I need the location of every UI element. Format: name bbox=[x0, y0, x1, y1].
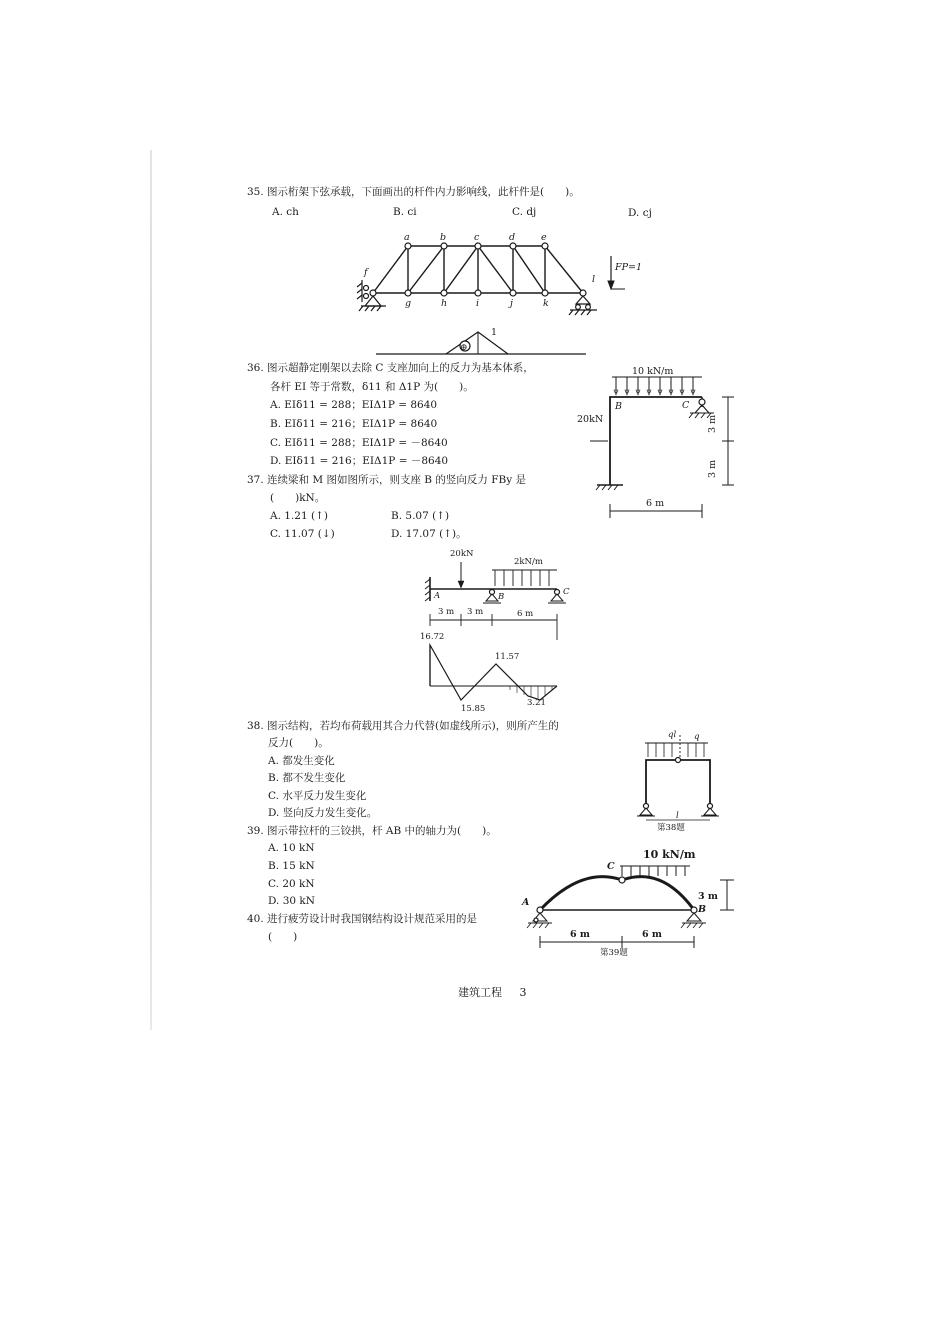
q37-point-load-label: 20kN bbox=[450, 549, 474, 559]
q35-option-a: A. ch bbox=[272, 206, 299, 218]
q38-label-l: l bbox=[676, 811, 679, 821]
q39-node-b-label: B bbox=[698, 904, 707, 915]
truss-label-f: f bbox=[364, 267, 368, 278]
truss-label-i: i bbox=[476, 298, 480, 309]
q38-label-q: q bbox=[694, 732, 700, 742]
q37-option-a: A. 1.21 (↑) bbox=[270, 510, 328, 522]
q37-moment-2: 11.57 bbox=[495, 652, 520, 662]
truss-label-e: e bbox=[541, 232, 547, 243]
q38-option-b: B. 都不发生变化 bbox=[268, 772, 346, 784]
q38-stem-line1: 38. 图示结构，若均布荷载用其合力代替(如虚线所示)，则所产生的 bbox=[247, 720, 559, 732]
page-footer bbox=[458, 984, 527, 1000]
q36-option-b: B. EIδ11 = 216；EIΔ1P = 8640 bbox=[270, 418, 438, 430]
q36-stem-line2: 各杆 EI 等于常数，δ11 和 Δ1P 为( )。 bbox=[270, 381, 474, 393]
q36-option-d: D. EIδ11 = 216；EIΔ1P = －8640 bbox=[270, 455, 449, 467]
q37-stem-line2: ( )kN。 bbox=[270, 492, 326, 504]
truss-label-l: l bbox=[592, 274, 596, 285]
q35-load-label: FP=1 bbox=[615, 262, 642, 273]
q37-node-a-label: A bbox=[434, 591, 441, 601]
q35-option-b: B. ci bbox=[393, 206, 417, 218]
q39-rise-label: 3 m bbox=[698, 891, 718, 902]
q39-dim-left: 6 m bbox=[570, 929, 590, 940]
q39-caption: 第39题 bbox=[600, 948, 628, 958]
q39-node-c-label: C bbox=[607, 861, 615, 872]
truss-label-h: h bbox=[441, 298, 448, 309]
truss-label-b: b bbox=[440, 232, 447, 243]
truss-label-c: c bbox=[474, 232, 480, 243]
q40-stem-line2: ( ) bbox=[268, 931, 298, 943]
q35-option-c: C. dj bbox=[512, 206, 537, 218]
q39-dim-right: 6 m bbox=[642, 929, 662, 940]
q36-load-label: 10 kN/m bbox=[632, 366, 674, 377]
q38-option-d: D. 竖向反力发生变化。 bbox=[268, 807, 378, 819]
q39-node-a-label: A bbox=[522, 897, 530, 908]
q36-dim-bottom: 3 m bbox=[707, 459, 718, 478]
q37-node-c-label: C bbox=[563, 587, 570, 597]
q37-dim-1: 3 m bbox=[438, 607, 455, 617]
q39-stem: 39. 图示带拉杆的三铰拱，杆 AB 中的轴力为( )。 bbox=[247, 825, 497, 837]
q37-moment-3: 15.85 bbox=[461, 704, 486, 714]
q36-node-c-label: C bbox=[682, 400, 690, 411]
q37-option-b: B. 5.07 (↑) bbox=[391, 510, 450, 522]
footer-page-number: 3 bbox=[519, 986, 527, 999]
q37-dim-3: 6 m bbox=[517, 609, 534, 619]
truss-label-k: k bbox=[543, 298, 549, 309]
q37-node-b-label: B bbox=[498, 592, 505, 602]
q38-caption: 第38题 bbox=[657, 823, 685, 833]
q36-dim-top: 3 m bbox=[707, 414, 718, 433]
q36-stem-line1: 36. 图示超静定刚架以去除 C 支座加向上的反力为基本体系， bbox=[247, 362, 534, 374]
footer-subject: 建筑工程 bbox=[458, 986, 502, 999]
truss-label-j: j bbox=[510, 298, 513, 309]
q36-point-load-label: 20kN bbox=[577, 414, 604, 425]
q39-load-label: 10 kN/m bbox=[643, 848, 696, 861]
q37-dist-load-label: 2kN/m bbox=[514, 557, 543, 567]
q38-stem-line2: 反力( )。 bbox=[268, 737, 329, 749]
q38-option-c: C. 水平反力发生变化 bbox=[268, 790, 367, 802]
truss-label-d: d bbox=[509, 232, 516, 243]
q37-stem-line1: 37. 连续梁和 M 图如图所示，则支座 B 的竖向反力 FBy 是 bbox=[247, 474, 526, 486]
q39-option-b: B. 15 kN bbox=[268, 860, 315, 872]
q38-option-a: A. 都发生变化 bbox=[268, 755, 335, 767]
q37-option-d: D. 17.07 (↑)。 bbox=[391, 528, 467, 540]
q39-option-d: D. 30 kN bbox=[268, 895, 315, 907]
q37-dim-2: 3 m bbox=[467, 607, 484, 617]
q35-stem: 35. 图示桁架下弦承载，下面画出的杆件内力影响线，此杆件是( )。 bbox=[247, 186, 580, 198]
q36-option-c: C. EIδ11 = 288；EIΔ1P = －8640 bbox=[270, 437, 448, 449]
q36-node-b-label: B bbox=[615, 401, 622, 412]
q40-stem: 40. 进行疲劳设计时我国钢结构设计规范采用的是 bbox=[247, 913, 478, 925]
q38-label-ql: ql bbox=[668, 730, 677, 740]
q35-il-sign: ⊕ bbox=[460, 343, 468, 353]
q37-option-c: C. 11.07 (↓) bbox=[270, 528, 335, 540]
truss-label-g: g bbox=[405, 298, 412, 309]
q36-dim-span: 6 m bbox=[646, 498, 665, 509]
q37-moment-4: 3.21 bbox=[527, 698, 546, 708]
truss-label-a: a bbox=[404, 232, 410, 243]
q35-il-value: 1 bbox=[491, 327, 498, 338]
q39-option-c: C. 20 kN bbox=[268, 878, 315, 890]
q39-option-a: A. 10 kN bbox=[268, 842, 315, 854]
q35-option-d: D. cj bbox=[628, 207, 652, 219]
q37-moment-1: 16.72 bbox=[420, 632, 445, 642]
q36-option-a: A. EIδ11 = 288；EIΔ1P = 8640 bbox=[270, 399, 438, 411]
